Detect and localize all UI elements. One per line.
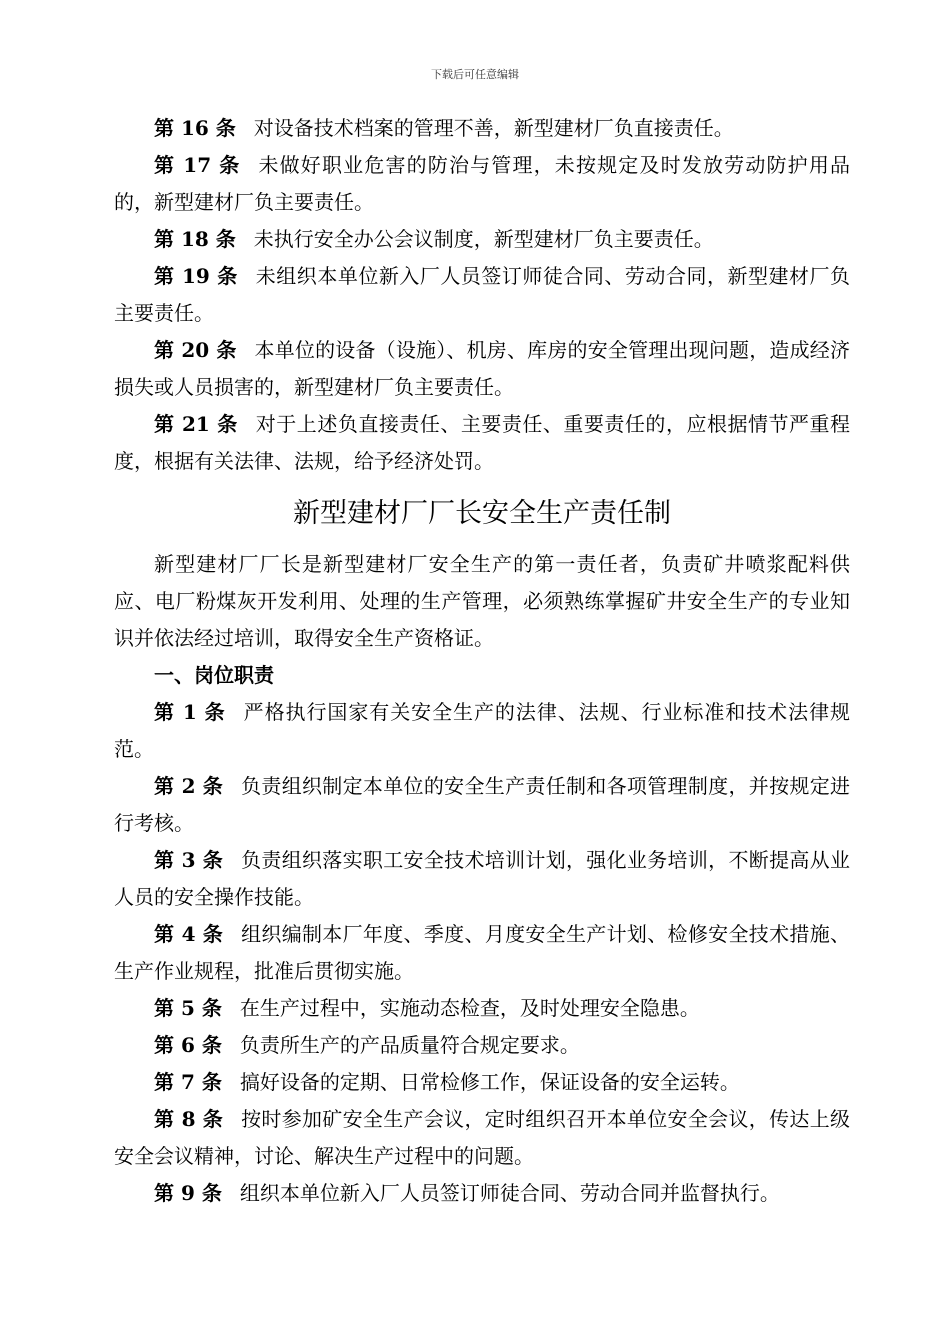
article-text: 负责组织落实职工安全技术培训计划，强化业务培训，不断提高从业人员的安全操作技能。 [114, 848, 851, 909]
article-number: 第 17 条 [154, 153, 241, 177]
article-20 [114, 332, 850, 406]
page-header: 下载后可任意编辑 [431, 68, 519, 81]
article-number: 第 2 条 [154, 774, 224, 798]
article-17 [114, 147, 850, 221]
article-number: 第 19 条 [154, 264, 238, 288]
article-number: 第 6 条 [154, 1033, 222, 1057]
article-text: 搞好设备的定期、日常检修工作，保证设备的安全运转。 [239, 1070, 740, 1094]
article-text: 未组织本单位新入厂人员签订师徒合同、劳动合同，新型建材厂负主要责任。 [114, 264, 851, 325]
article-text: 本单位的设备（设施）、机房、库房的安全管理出现问题，造成经济损失或人员损害的，新型建材厂负主要责任。 [114, 338, 850, 399]
duty-1 [114, 694, 850, 768]
duty-3 [114, 842, 850, 916]
duty-2 [114, 768, 850, 842]
article-number: 第 5 条 [154, 996, 222, 1020]
article-number: 第 20 条 [154, 338, 237, 362]
article-21 [114, 406, 850, 480]
article-text: 未做好职业危害的防治与管理，未按规定及时发放劳动防护用品的，新型建材厂负主要责任。 [114, 153, 850, 214]
article-text: 对于上述负直接责任、主要责任、重要责任的，应根据情节严重程度，根据有关法律、法规，给予经济处罚。 [114, 412, 851, 473]
article-text: 负责所生产的产品质量符合规定要求。 [239, 1033, 580, 1057]
duty-8 [114, 1101, 850, 1175]
duty-6 [114, 1027, 850, 1064]
article-16 [114, 110, 850, 147]
article-number: 第 3 条 [154, 848, 224, 872]
article-number: 第 7 条 [154, 1070, 222, 1094]
article-number: 第 18 条 [154, 227, 236, 251]
article-number: 第 4 条 [154, 922, 224, 946]
article-number: 第 1 条 [154, 700, 226, 724]
article-text: 组织编制本厂年度、季度、月度安全生产计划、检修安全技术措施、生产作业规程，批准后贯彻实施。 [114, 922, 851, 983]
article-text: 对设备技术档案的管理不善，新型建材厂负直接责任。 [253, 116, 734, 140]
article-number: 第 9 条 [154, 1181, 222, 1205]
duty-5 [114, 990, 850, 1027]
article-number: 第 21 条 [154, 412, 238, 436]
document-body [114, 110, 850, 1212]
article-text: 按时参加矿安全生产会议，定时组织召开本单位安全会议，传达上级安全会议精神，讨论、解决生产过程中的问题。 [114, 1107, 851, 1168]
section-title: 新型建材厂厂长安全生产责任制 [293, 498, 671, 529]
article-text: 严格执行国家有关安全生产的法律、法规、行业标准和技术法律规范。 [114, 700, 851, 761]
duty-4 [114, 916, 850, 990]
subheading-duties: 一、岗位职责 [154, 663, 274, 687]
article-text: 在生产过程中，实施动态检查，及时处理安全隐患。 [239, 996, 700, 1020]
duty-7 [114, 1064, 850, 1101]
intro-paragraph: 新型建材厂厂长是新型建材厂安全生产的第一责任者，负责矿井喷浆配料供应、电厂粉煤灰开发利用、处理的生产管理，必须熟练掌握矿井安全生产的专业知识并依法经过培训，取得安全生产资格证。 [114, 552, 850, 650]
article-number: 第 16 条 [154, 116, 236, 140]
article-18 [114, 221, 850, 258]
article-19 [114, 258, 850, 332]
article-text: 负责组织制定本单位的安全生产责任制和各项管理制度，并按规定进行考核。 [114, 774, 851, 835]
article-text: 组织本单位新入厂人员签订师徒合同、劳动合同并监督执行。 [239, 1181, 780, 1205]
article-text: 未执行安全办公会议制度，新型建材厂负主要责任。 [253, 227, 714, 251]
duty-9 [114, 1175, 850, 1212]
article-number: 第 8 条 [154, 1107, 224, 1131]
